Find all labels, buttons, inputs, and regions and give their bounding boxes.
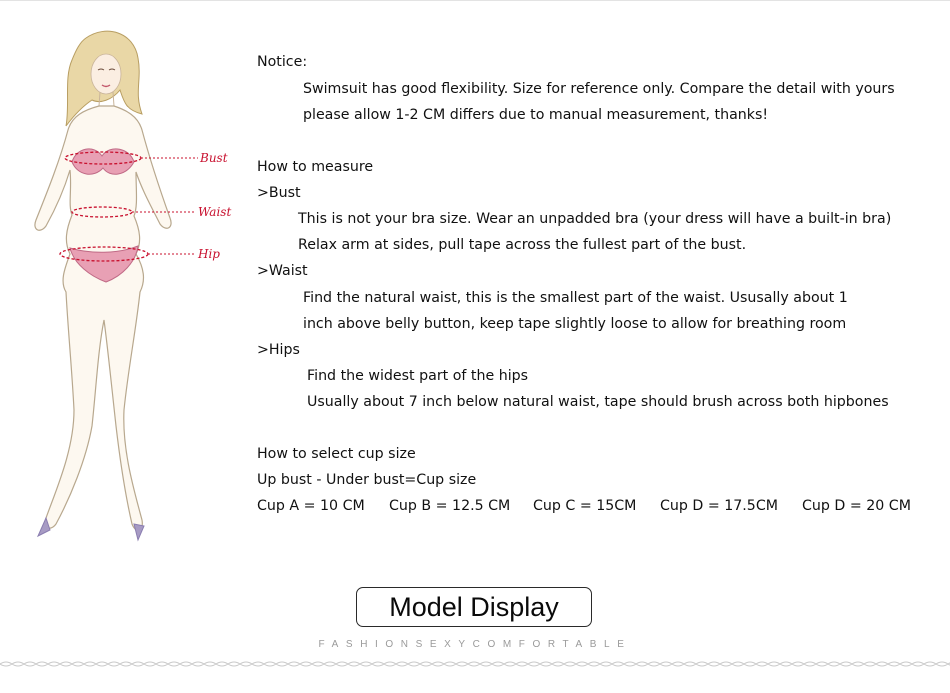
notice-line-1: Swimsuit has good flexibility. Size for reference only. Compare the detail with yours	[303, 81, 895, 97]
cup-d-1: Cup D = 17.5CM	[660, 498, 778, 514]
bust-label: Bust	[200, 151, 228, 165]
model-display-banner: Model Display	[356, 587, 592, 627]
cup-d-2: Cup D = 20 CM	[802, 498, 911, 514]
waist-heading: >Waist	[257, 263, 308, 279]
bust-line-2: Relax arm at sides, pull tape across the fullest part of the bust.	[298, 237, 747, 253]
hips-line-1: Find the widest part of the hips	[307, 368, 529, 384]
bust-line-1: This is not your bra size. Wear an unpadded bra (your dress will have a built-in bra)	[298, 211, 892, 227]
wave-divider	[0, 657, 950, 671]
cup-heading: How to select cup size	[257, 446, 416, 462]
cup-b: Cup B = 12.5 CM	[389, 498, 511, 514]
hips-heading: >Hips	[257, 342, 300, 358]
waist-line-1: Find the natural waist, this is the smallest part of the waist. Ususally about 1	[303, 290, 848, 306]
tagline: FASHIONSEXYCOMFORTABLE	[318, 639, 632, 650]
notice-line-2: please allow 1-2 CM differs due to manual measurement, thanks!	[303, 107, 769, 123]
hips-line-2: Usually about 7 inch below natural waist, tape should brush across both hipbones	[307, 394, 889, 410]
measure-heading: How to measure	[257, 159, 374, 175]
waist-label: Waist	[198, 205, 232, 219]
cup-a: Cup A = 10 CM	[257, 498, 365, 514]
bust-heading: >Bust	[257, 185, 301, 201]
waist-line-2: inch above belly button, keep tape slightly loose to allow for breathing room	[303, 316, 847, 332]
cup-c: Cup C = 15CM	[533, 498, 637, 514]
notice-heading: Notice:	[257, 54, 308, 70]
cup-formula: Up bust - Under bust=Cup size	[257, 472, 477, 488]
hip-label: Hip	[198, 247, 220, 261]
